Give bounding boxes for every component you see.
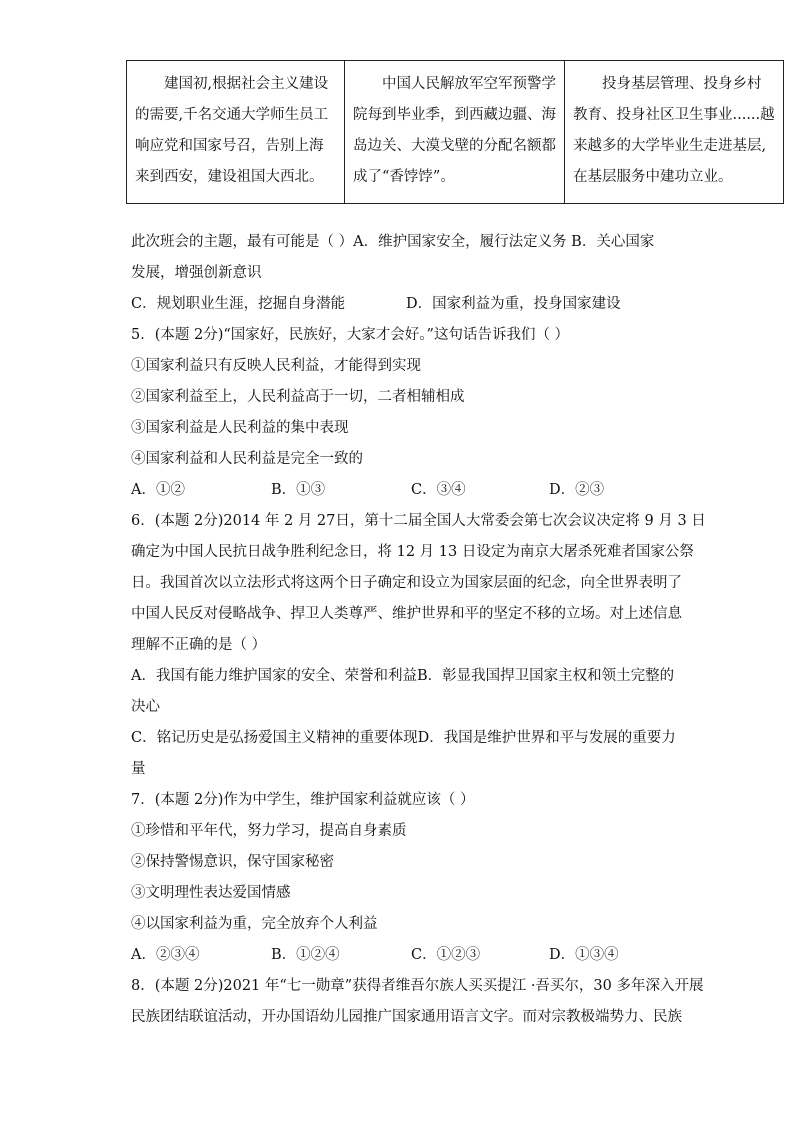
q6-options-ab: A．我国有能力维护国家的安全、荣誉和利益B．彰显我国捍卫国家主权和领土完整的 xyxy=(131,668,675,684)
q4-option-d: D．国家利益为重，投身国家建设 xyxy=(406,296,621,312)
question-7 xyxy=(131,785,664,971)
question-body xyxy=(131,227,706,1033)
q7-option-c: C．①②③ xyxy=(411,947,481,963)
table-cell-graduates-grassroots: 投身基层管理、投身乡村教育、投身社区卫生事业......越来越多的大学毕业生走进基层,在基层服务中建功立业。 xyxy=(565,61,784,204)
q6-stem-line: 日。我国首次以立法形式将这两个日子确定和设立为国家层面的纪念，向全世界表明了 xyxy=(131,575,682,591)
q5-options xyxy=(131,475,664,506)
q5-stem: 5．(本题 2分)“国家好，民族好，大家才会好。”这句话告诉我们（ ） xyxy=(131,327,570,343)
q7-options xyxy=(131,940,664,971)
q8-stem-line: 8．(本题 2分)2021 年“七一勋章”获得者维吾尔族人买买提江 ·吾买尔，30 多年深入开展 xyxy=(131,978,704,994)
question-4 xyxy=(131,227,664,320)
q5-option-d: D．②③ xyxy=(549,482,605,498)
q5-item: ④国家利益和人民利益是完全一致的 xyxy=(131,451,363,467)
q6-stem-line: 确定为中国人民抗日战争胜利纪念日，将 12 月 13 日设定为南京大屠杀死难者国家公祭 xyxy=(131,544,694,560)
q6-stem-line: 6．(本题 2分)2014 年 2 月 27日，第十二届全国人大常委会第七次会议决定将 9 月 3 日 xyxy=(131,513,706,529)
q7-option-d: D．①③④ xyxy=(549,947,619,963)
q6-options-cd: C．铭记历史是弘扬爱国主义精神的重要体现D．我国是维护世界和平与发展的重要力 xyxy=(131,730,676,746)
table-row xyxy=(127,61,784,204)
q6-options-ab-cont: 决心 xyxy=(131,699,160,715)
q7-item: ①珍惜和平年代，努力学习，提高自身素质 xyxy=(131,823,407,839)
q4-stem-line: 此次班会的主题，最有可能是（ ）A．维护国家安全，履行法定义务 B．关心国家 xyxy=(131,234,655,250)
q5-option-a: A．①② xyxy=(131,482,185,498)
q7-item: ②保持警惕意识，保守国家秘密 xyxy=(131,854,334,870)
q6-stem-line: 理解不正确的是（ ） xyxy=(131,637,267,653)
question-5 xyxy=(131,320,664,506)
q7-item: ③文明理性表达爱国情感 xyxy=(131,885,291,901)
q7-item: ④以国家利益为重，完全放弃个人利益 xyxy=(131,916,378,932)
q4-options-cd xyxy=(131,289,664,320)
q4-option-c: C．规划职业生涯，挖掘自身潜能 xyxy=(131,296,346,312)
q8-stem-line: 民族团结联谊活动，开办国语幼儿园推广国家通用语言文字。而对宗教极端势力、民族 xyxy=(131,1009,682,1025)
q7-stem: 7．(本题 2分)作为中学生，维护国家利益就应该（ ） xyxy=(131,792,475,808)
q7-option-b: B．①②④ xyxy=(271,947,340,963)
q7-option-a: A．②③④ xyxy=(131,947,200,963)
q5-item: ②国家利益至上，人民利益高于一切，二者相辅相成 xyxy=(131,389,465,405)
q5-item: ③国家利益是人民利益的集中表现 xyxy=(131,420,349,436)
q5-item: ①国家利益只有反映人民利益，才能得到实现 xyxy=(131,358,421,374)
question-6 xyxy=(131,506,706,785)
q6-options-cd-cont: 量 xyxy=(131,761,146,777)
table-cell-jiaotong-university: 建国初,根据社会主义建设的需要,千名交通大学师生员工响应党和国家号召，告别上海来到西安，建设祖国大西北。 xyxy=(127,61,345,204)
q5-option-b: B．①③ xyxy=(271,482,326,498)
scenario-table xyxy=(126,60,784,204)
q5-option-c: C．③④ xyxy=(411,482,466,498)
question-8 xyxy=(131,971,704,1033)
table-cell-air-force-academy: 中国人民解放军空军预警学院每到毕业季，到西藏边疆、海岛边关、大漠戈壁的分配名额都成了“香饽饽”。 xyxy=(345,61,565,204)
q4-stem-line: 发展，增强创新意识 xyxy=(131,265,262,281)
q6-stem-line: 中国人民反对侵略战争、捍卫人类尊严、维护世界和平的坚定不移的立场。对上述信息 xyxy=(131,606,682,622)
